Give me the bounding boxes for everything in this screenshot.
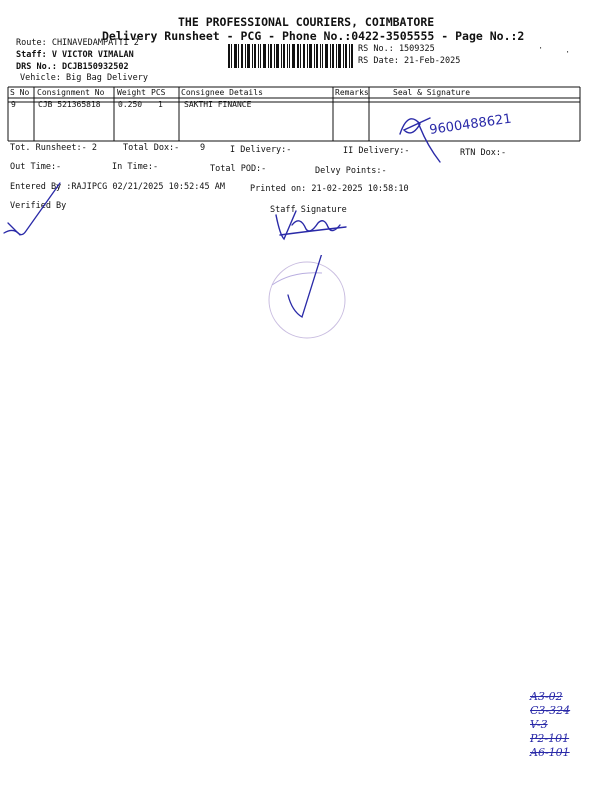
staff-text: Staff: V VICTOR VIMALAN	[16, 50, 134, 60]
row-consignee: SAKTHI FINANCE	[184, 100, 252, 109]
header-consignment: Consignment No	[37, 88, 105, 97]
row-weight: 0.250	[118, 100, 143, 109]
vehicle-text: Vehicle: Big Bag Delivery	[20, 73, 148, 83]
row-consignment: CJB 521365818	[38, 100, 101, 109]
tot-runsheet: Tot. Runsheet:- 2	[10, 143, 97, 153]
stamp-check-mark	[262, 255, 352, 345]
rs-date: RS Date: 21-Feb-2025	[358, 56, 461, 66]
rs-number: RS No.: 1509325	[358, 44, 435, 54]
route-text: Route: CHINAVEDAMPATTI 2	[16, 38, 139, 48]
row-sno: 9	[11, 100, 16, 109]
entered-by: Entered By :RAJIPCG 02/21/2025 10:52:45 AM	[10, 182, 225, 192]
header-consignee: Consignee Details	[181, 88, 263, 97]
header-sno: S No	[10, 88, 30, 97]
header-weight: Weight	[117, 88, 146, 97]
runsheet-title: Delivery Runsheet - PCG - Phone No.:0422-3505555 - Page No.:2	[102, 29, 525, 43]
verified-by: Verified By	[10, 201, 67, 211]
tally-line: A6-101	[530, 746, 570, 759]
total-dox-label: Total Dox:-	[123, 143, 180, 153]
total-dox-value: 9	[200, 143, 206, 153]
printed-on: Printed on: 21-02-2025 10:58:10	[250, 184, 409, 194]
tally-line: A3-02	[530, 690, 563, 703]
tally-line: C3-324	[530, 704, 571, 717]
tally-line: P2-101	[530, 732, 570, 745]
rtn-dox: RTN Dox:-	[460, 148, 507, 158]
handwritten-tally	[530, 690, 570, 760]
delvy-points: Delvy Points:-	[315, 166, 387, 176]
dot-mark: ·	[538, 44, 544, 54]
total-pod: Total POD:-	[210, 164, 267, 174]
company-name: THE PROFESSIONAL COURIERS, COIMBATORE	[178, 15, 435, 29]
verified-signature-scribble	[0, 175, 90, 245]
row-pcs: 1	[158, 100, 163, 109]
header-seal: Seal & Signature	[393, 88, 471, 97]
staff-signature-scribble	[270, 205, 360, 255]
header-remarks: Remarks	[335, 88, 369, 97]
ii-delivery: II Delivery:-	[343, 146, 410, 156]
in-time: In Time:-	[112, 162, 159, 172]
tally-line: V-3	[530, 718, 548, 731]
drs-number: DRS No.: DCJB150932502	[16, 62, 129, 72]
out-time: Out Time:-	[10, 162, 62, 172]
i-delivery: I Delivery:-	[230, 145, 292, 155]
staff-signature-label: Staff Signature	[270, 205, 347, 215]
seal-phone-text: 9600488621	[428, 111, 513, 138]
header-pcs: PCS	[151, 88, 166, 97]
dot-mark: ·	[565, 48, 571, 58]
